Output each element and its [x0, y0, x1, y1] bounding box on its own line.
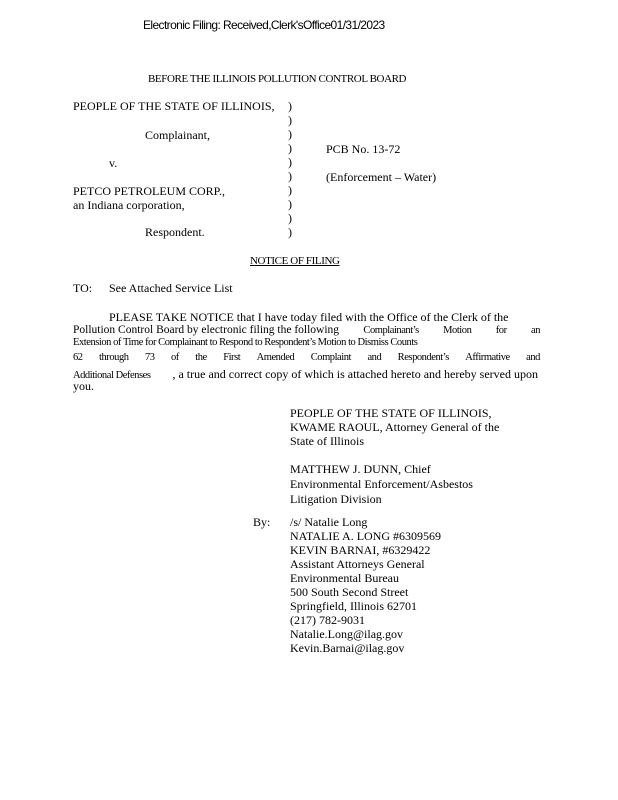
signature-line: (217) 782-9031 [290, 613, 365, 627]
signature-email: Natalie.Long@ilag.gov [290, 627, 404, 641]
case-number: PCB No. 13-72 [326, 142, 401, 156]
case-type: (Enforcement – Water) [326, 170, 437, 184]
versus: v. [109, 156, 118, 170]
defendant-name: PETCO PETROLEUM CORP., [73, 184, 226, 198]
caption-paren: ) [288, 225, 292, 239]
filing-stamp: Electronic Filing: Received,Clerk'sOffice01/31/2023 [143, 18, 385, 32]
signature-chief-line-3: Litigation Division [290, 492, 382, 506]
body-line-4-word: 62 [73, 352, 83, 363]
body-line-5-end: , a true and correct copy of which is attached hereto and hereby served upon [172, 367, 538, 381]
notice-title: NOTICE OF FILING [250, 255, 340, 267]
body-line-1: PLEASE TAKE NOTICE that I have today filed with the Office of the Clerk of the [109, 310, 509, 324]
signature-line: NATALIE A. LONG #6309569 [290, 529, 442, 543]
caption-paren: ) [288, 155, 292, 169]
body-line-2-word: Complainant’s [363, 325, 419, 336]
to-label: TO: [73, 281, 93, 295]
caption-paren: ) [288, 127, 292, 141]
by-label: By: [253, 515, 271, 529]
body-line-4-word: Affirmative [465, 352, 510, 363]
signature-chief-line-1: MATTHEW J. DUNN, Chief [290, 462, 431, 476]
signature-line: KEVIN BARNAI, #6329422 [290, 543, 431, 557]
signature-line: 500 South Second Street [290, 585, 409, 599]
body-line-4 [73, 351, 540, 365]
body-line-3: Extension of Time for Complainant to Respond to Respondent’s Motion to Dismiss Counts [73, 337, 418, 348]
signature-party-line-3: State of Illinois [290, 434, 364, 448]
signature-line: Assistant Attorneys General [290, 557, 425, 571]
body-line-4-word: of [171, 352, 179, 363]
body-line-4-word: the [195, 352, 207, 363]
body-line-6: you. [73, 379, 94, 393]
caption-paren: ) [288, 113, 292, 127]
body-line-4-word: Amended [256, 352, 295, 363]
body-line-4-word: through [99, 352, 129, 363]
signature-line: /s/ Natalie Long [290, 515, 368, 529]
signature-party-line-2: KWAME RAOUL, Attorney General of the [290, 420, 500, 434]
body-line-4-word: 73 [144, 352, 155, 363]
caption-paren: ) [288, 183, 292, 197]
plaintiff-name: PEOPLE OF THE STATE OF ILLINOIS, [73, 99, 275, 113]
signature-line: Environmental Bureau [290, 571, 399, 585]
body-line-4-word: and [367, 352, 382, 363]
body-line-5 [73, 365, 538, 383]
body-line-4-word: First [223, 352, 241, 363]
body-line-2 [73, 323, 540, 338]
body-line-4-word: Complaint [310, 352, 352, 363]
signature-chief-line-2: Environmental Enforcement/Asbestos [290, 477, 473, 491]
signature-party-line-1: PEOPLE OF THE STATE OF ILLINOIS, [290, 406, 492, 420]
caption-paren: ) [288, 99, 292, 113]
caption-paren: ) [288, 211, 292, 225]
plaintiff-role: Complainant, [145, 128, 210, 142]
caption-paren: ) [288, 141, 292, 155]
caption-paren: ) [288, 169, 292, 183]
signature-email: Kevin.Barnai@ilag.gov [290, 641, 405, 655]
signature-line: Springfield, Illinois 62701 [290, 599, 417, 613]
body-line-2-word: for [495, 325, 507, 336]
body-line-4-word: Respondent’s [397, 352, 449, 363]
board-title: BEFORE THE ILLINOIS POLLUTION CONTROL BOARD [148, 73, 407, 85]
caption-paren: ) [288, 197, 292, 211]
to-value: See Attached Service List [109, 281, 233, 295]
defendant-description: an Indiana corporation, [73, 198, 185, 212]
body-line-2-text: Pollution Control Board by electronic filing the following [73, 324, 340, 336]
defendant-role: Respondent. [145, 225, 205, 239]
body-line-2-word: Motion [443, 325, 472, 336]
body-line-4-word: and [526, 352, 540, 363]
body-line-5-start: Additional Defenses [73, 370, 151, 381]
body-line-2-word: an [530, 325, 540, 336]
